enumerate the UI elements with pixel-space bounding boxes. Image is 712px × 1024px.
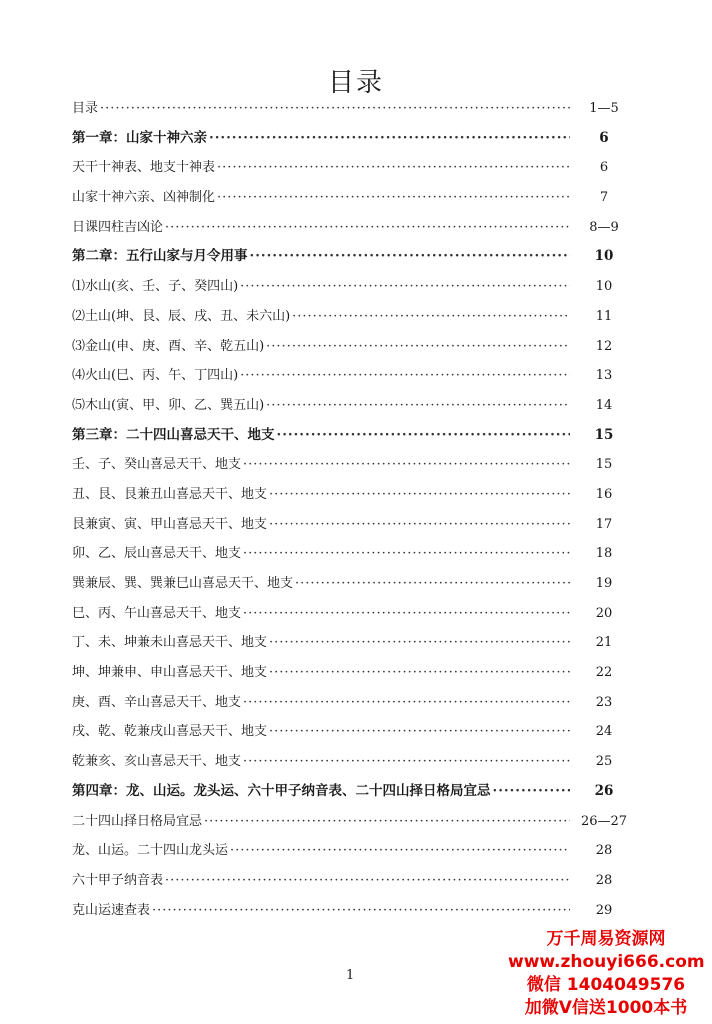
toc-entry-page: 15 [595,457,613,473]
toc-entry-label: ⑷火山(巳、丙、午、丁四山) [72,368,239,384]
toc-entry-label: 六十甲子纳音表 [72,872,164,888]
toc-entry-page: 26—27 [580,813,628,829]
toc-entry-label: ⑵土山(坤、艮、辰、戌、丑、未六山) [72,308,291,324]
page-title: 目录 [327,68,384,98]
toc-entry-row [72,361,632,391]
watermark-line-url: www.zhouyi666.com [508,952,705,972]
toc-entry-page: 28 [595,872,613,888]
toc-dot-leader [165,866,570,896]
toc-entry-row [72,539,632,569]
toc-entry-page: 6 [599,129,609,146]
toc-entry-label: 丑、艮、艮兼丑山喜忌天干、地支 [72,486,268,502]
toc-entry-page: 28 [595,843,613,859]
toc-chapter-row [72,777,632,807]
toc-entry-page: 8—9 [589,219,619,235]
toc-entry-page: 17 [595,516,613,532]
toc-dot-leader [152,896,570,926]
toc-entry-page: 16 [595,486,613,502]
toc-dot-leader [269,628,570,658]
toc-entry-page: 15 [594,426,614,443]
toc-dot-leader [269,658,570,688]
toc-entry-row [72,332,632,362]
toc-entry-label: 日课四柱吉凶论 [72,219,164,235]
toc-entry-row [72,94,632,124]
toc-entry-label: 坤、坤兼申、申山喜忌天干、地支 [72,665,268,681]
toc-entry-row [72,658,632,688]
toc-entry-label: 第一章：山家十神六亲 [72,129,207,146]
watermark-line-offer: 加微V信送1000本书 [524,998,688,1018]
toc-entry-label: 艮兼寅、寅、甲山喜忌天干、地支 [72,516,268,532]
toc-dot-leader [269,480,570,510]
toc-entry-page: 10 [594,248,614,265]
toc-dot-leader [209,124,570,154]
toc-entry-row [72,628,632,658]
toc-dot-leader [266,391,570,421]
toc-entry-row [72,747,632,777]
toc-entry-label: ⑶金山(申、庚、酉、辛、乾五山) [72,338,265,354]
toc-entry-page: 13 [595,368,613,384]
toc-dot-leader [250,242,571,272]
table-of-contents [72,94,632,925]
toc-dot-leader [165,213,570,243]
toc-entry-row [72,153,632,183]
toc-entry-page: 10 [595,279,613,295]
toc-entry-label: 卯、乙、辰山喜忌天干、地支 [72,546,242,562]
toc-entry-page: 21 [595,635,613,651]
toc-entry-label: 第三章：二十四山喜忌天干、地支 [72,426,275,443]
toc-entry-page: 1—5 [589,101,619,116]
toc-dot-leader [243,539,570,569]
toc-entry-row [72,213,632,243]
toc-entry-page: 19 [595,576,613,591]
toc-dot-leader [266,332,570,362]
toc-entry-row [72,896,632,926]
toc-entry-label: 第二章：五行山家与月令用事 [72,248,248,265]
toc-dot-leader [292,302,570,332]
toc-entry-label: ⑴水山(亥、壬、子、癸四山) [72,279,239,295]
toc-entry-label: 目录 [72,101,99,116]
toc-chapter-row [72,124,632,154]
toc-entry-label: 巳、丙、午山喜忌天干、地支 [72,605,242,621]
toc-entry-row [72,717,632,747]
toc-entry-page: 22 [595,665,613,681]
watermark [508,928,704,1020]
watermark-line-wechat: 微信 1404049576 [526,975,686,995]
toc-dot-leader [493,777,571,807]
toc-entry-row [72,183,632,213]
toc-entry-label: 庚、酉、辛山喜忌天干、地支 [72,694,242,710]
toc-dot-leader [230,836,570,866]
toc-dot-leader [295,569,570,599]
toc-entry-label: 第四章：龙、山运。龙头运、六十甲子纳音表、二十四山择日格局宜忌 [72,782,491,799]
toc-chapter-row [72,421,632,451]
toc-dot-leader [217,183,570,213]
toc-entry-page: 6 [599,160,609,176]
toc-entry-row [72,450,632,480]
toc-entry-page: 14 [595,397,613,413]
toc-dot-leader [277,421,571,451]
toc-dot-leader [240,361,570,391]
toc-entry-page: 24 [595,724,613,740]
toc-entry-page: 12 [595,338,613,354]
toc-entry-row [72,510,632,540]
toc-entry-page: 11 [595,308,613,324]
toc-entry-label: 巽兼辰、巽、巽兼巳山喜忌天干、地支 [72,576,294,591]
watermark-line-site-name: 万千周易资源网 [546,929,666,949]
toc-entry-label: 壬、子、癸山喜忌天干、地支 [72,457,242,473]
toc-dot-leader [243,599,570,629]
toc-entry-row [72,807,632,837]
toc-dot-leader [269,510,570,540]
toc-chapter-row [72,242,632,272]
toc-dot-leader [217,153,570,183]
toc-entry-label: 山家十神六亲、凶神制化 [72,190,216,206]
toc-entry-page: 18 [595,546,613,562]
toc-entry-label: 戌、乾、乾兼戌山喜忌天干、地支 [72,724,268,740]
toc-dot-leader [269,717,570,747]
toc-dot-leader [243,747,570,777]
toc-entry-page: 29 [595,902,613,918]
toc-entry-label: 克山运速查表 [72,902,151,918]
toc-entry-page: 26 [594,782,614,799]
toc-entry-page: 23 [595,694,613,710]
toc-entry-label: 丁、未、坤兼未山喜忌天干、地支 [72,635,268,651]
toc-entry-row [72,569,632,599]
toc-dot-leader [243,450,570,480]
page-number: 1 [346,968,355,983]
toc-dot-leader [243,688,570,718]
toc-entry-row [72,272,632,302]
toc-entry-row [72,391,632,421]
toc-dot-leader [204,807,570,837]
toc-entry-page: 7 [599,190,609,206]
toc-entry-page: 20 [595,605,613,621]
toc-entry-label: 二十四山择日格局宜忌 [72,813,203,829]
toc-entry-row [72,599,632,629]
toc-entry-row [72,480,632,510]
toc-entry-row [72,866,632,896]
toc-entry-row [72,836,632,866]
toc-entry-label: 天干十神表、地支十神表 [72,160,216,176]
toc-entry-row [72,688,632,718]
toc-entry-label: 龙、山运。二十四山龙头运 [72,843,229,859]
toc-dot-leader [240,272,570,302]
toc-entry-row [72,302,632,332]
toc-entry-label: ⑸木山(寅、甲、卯、乙、巽五山) [72,397,265,413]
toc-entry-page: 25 [595,754,613,770]
toc-dot-leader [100,94,570,124]
toc-entry-label: 乾兼亥、亥山喜忌天干、地支 [72,754,242,770]
